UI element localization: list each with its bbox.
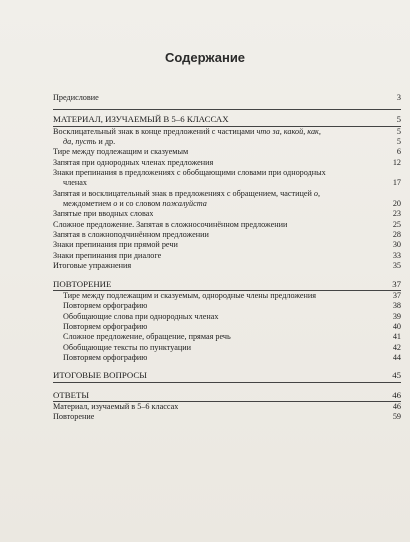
toc-entry-generalizing-words[interactable]: Знаки препинания в предложениях с обобщающими словами при однородных: [53, 168, 326, 178]
toc-entry-rep-orthography-3[interactable]: Повторяем орфографию 44: [63, 352, 401, 362]
toc-entry-ans-repeat[interactable]: Повторение 59: [53, 412, 401, 422]
page-number: 3: [396, 93, 401, 102]
toc-entry-dash[interactable]: Тире между подлежащим и сказуемым 6: [53, 147, 401, 157]
toc-entry-rep-orthography-2[interactable]: Повторяем орфографию 40: [63, 321, 401, 331]
table-of-contents: [53, 93, 401, 423]
toc-entry-complex[interactable]: Запятая в сложноподчинённом предложении 28: [53, 230, 401, 240]
toc-entry-preface[interactable]: Предисловие 3: [53, 93, 401, 102]
toc-entry-direct-speech[interactable]: Знаки препинания при прямой речи 30: [53, 240, 401, 250]
toc-entry-exclamation[interactable]: Восклицательный знак в конце предложений с частицами что за, какой, как, 5: [53, 126, 401, 136]
toc-entry-rep-dash[interactable]: Тире между подлежащим и сказуемым, однородные члены предложения 37: [63, 290, 401, 300]
toc-section-answers[interactable]: ОТВЕТЫ 46: [53, 389, 401, 400]
toc-entry-rep-generalizing[interactable]: Обобщающие слова при однородных членах 39: [63, 311, 401, 321]
toc-entry-rep-orthography-1[interactable]: Повторяем орфографию 38: [63, 301, 401, 311]
toc-entry-final-exercises[interactable]: Итоговые упражнения 35: [53, 261, 401, 271]
toc-entry-address-cont[interactable]: междометием о и со словом пожалуйста 20: [63, 199, 401, 209]
page-title: Содержание: [164, 50, 246, 65]
toc-entry-compound[interactable]: Сложное предложение. Запятая в сложносочинённом предложении 25: [53, 219, 401, 229]
toc-entry-generalizing-words-cont[interactable]: членах 17: [63, 178, 401, 188]
toc-entry-ans-material[interactable]: Материал, изучаемый в 5–6 классах 46: [53, 401, 401, 411]
toc-section-final-questions[interactable]: ИТОГОВЫЕ ВОПРОСЫ 45: [53, 370, 401, 381]
toc-entry-rep-texts[interactable]: Обобщающие тексты по пунктуации 42: [63, 342, 401, 352]
toc-entry-commas-homogeneous[interactable]: Запятая при однородных членах предложения 12: [53, 157, 401, 167]
toc-entry-rep-complex[interactable]: Сложное предложение, обращение, прямая речь 41: [63, 332, 401, 342]
toc-entry-exclamation-cont[interactable]: да, пусть и др. 5: [63, 137, 401, 147]
toc-section-repeat[interactable]: ПОВТОРЕНИЕ 37: [53, 278, 401, 289]
toc-entry-dialogue[interactable]: Знаки препинания при диалоге 33: [53, 250, 401, 260]
toc-entry-intro-words[interactable]: Запятые при вводных словах 23: [53, 209, 401, 219]
toc-entry-address[interactable]: Запятая и восклицательный знак в предложениях с обращением, частицей о,: [53, 188, 321, 198]
toc-section-material[interactable]: МАТЕРИАЛ, ИЗУЧАЕМЫЙ В 5–6 КЛАССАХ 5: [53, 114, 401, 125]
